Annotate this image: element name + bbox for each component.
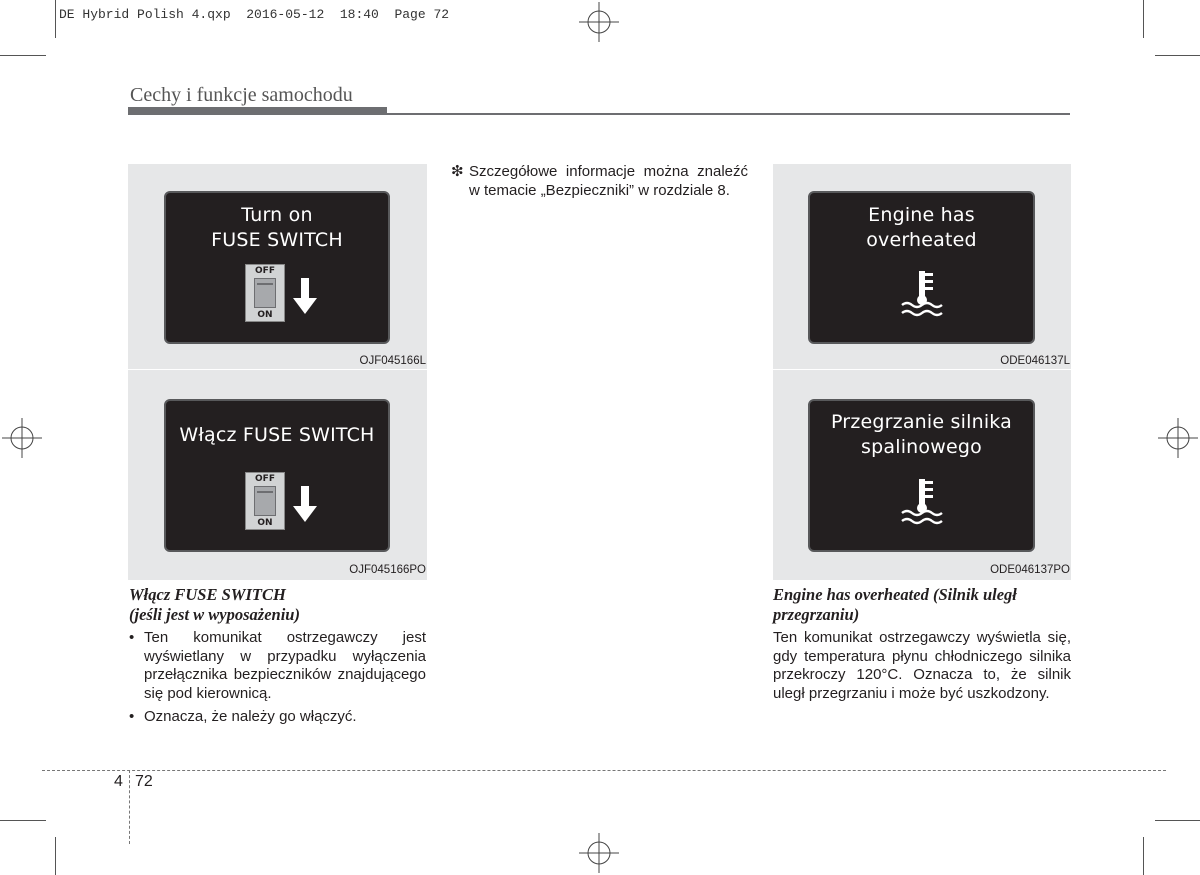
cluster-display (164, 191, 390, 344)
crop-mark (1143, 837, 1144, 875)
note-text: Szczegółowe informacje można znaleźć w temacie „Bezpieczniki” w rozdziale 8. (469, 163, 748, 199)
crop-mark (55, 0, 56, 38)
print-slug: DE Hybrid Polish 4.qxp 2016-05-12 18:40 Page 72 (59, 7, 450, 22)
list-item: • Oznacza, że należy go włączyć. (129, 708, 426, 727)
crop-mark (1143, 0, 1144, 38)
registration-mark-icon (579, 833, 619, 873)
fuse-switch-icon: OFF ON (245, 472, 285, 530)
footer-rule (42, 770, 1166, 771)
section-subtitle: przegrzaniu) (773, 605, 860, 624)
page-header-title: Cechy i funkcje samochodu (130, 84, 353, 106)
note-mark-icon: ❇ (451, 163, 464, 180)
figure-code: OJF045166PO (349, 564, 426, 576)
bullet-list (129, 629, 426, 732)
registration-mark-icon (1158, 418, 1198, 458)
section-title: Włącz FUSE SWITCH (129, 585, 286, 604)
registration-mark-icon (2, 418, 42, 458)
cluster-display (164, 399, 390, 552)
warning-message-line1: Przegrzanie silnika (830, 411, 1013, 433)
figure-code: ODE046137L (1000, 355, 1070, 367)
figure-code: ODE046137PO (990, 564, 1070, 576)
section-subtitle: (jeśli jest w wyposażeniu) (129, 605, 300, 624)
crop-mark (1155, 55, 1200, 56)
warning-message-line2: spalinowego (861, 436, 982, 458)
warning-message-line2: overheated (866, 229, 977, 251)
arrow-down-icon (293, 278, 317, 314)
header-rule (387, 113, 1070, 115)
footer-divider (129, 770, 130, 844)
chapter-number: 4 (114, 773, 123, 790)
warning-message-line2: FUSE SWITCH (211, 229, 343, 251)
figure-engine-overheated-en (773, 164, 1071, 369)
figure-fuse-switch-en (128, 164, 427, 369)
crop-mark (0, 55, 46, 56)
crop-mark (0, 820, 46, 821)
fuse-switch-icon: OFF ON (245, 264, 285, 322)
crop-mark (55, 837, 56, 875)
figure-fuse-switch-pl (128, 370, 427, 580)
warning-message: Włącz FUSE SWITCH (179, 424, 375, 446)
header-rule (128, 107, 387, 115)
section-title: Engine has overheated (Silnik uległ (773, 585, 1017, 604)
figure-engine-overheated-pl (773, 370, 1071, 580)
section-body: Ten komunikat ostrzegawczy wyświetla się, gdy temperatura płynu chłodniczego silnika przekroczy 120°C. Oznacza to, że silnik uległ przegrzaniu i może być uszkodzony. (773, 629, 1071, 702)
arrow-down-icon (293, 486, 317, 522)
cluster-display (808, 399, 1035, 552)
crop-mark (1155, 820, 1200, 821)
coolant-temperature-icon (898, 477, 946, 525)
page-number: 72 (135, 773, 153, 790)
warning-message-line1: Engine has (868, 204, 975, 226)
fuse-info-note (451, 163, 748, 200)
registration-mark-icon (579, 2, 619, 42)
cluster-display (808, 191, 1035, 344)
coolant-temperature-icon (898, 269, 946, 317)
warning-message-line1: Turn on (241, 204, 313, 226)
figure-code: OJF045166L (359, 355, 426, 367)
list-item: • Ten komunikat ostrzegawczy jest wyświetlany w przypadku wyłączenia przełącznika bezpieczników znajdującego się pod kierownicą. (129, 629, 426, 703)
